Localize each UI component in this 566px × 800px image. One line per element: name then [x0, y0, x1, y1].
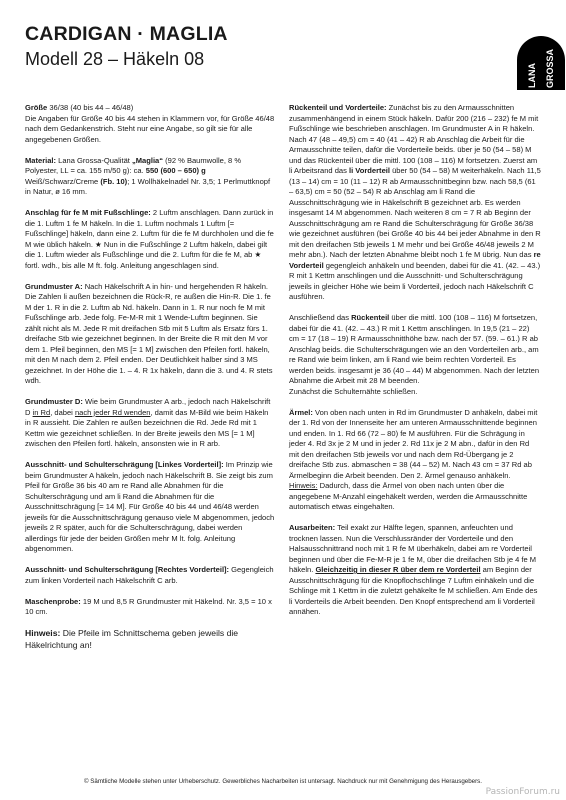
- section-ausarbeiten: Ausarbeiten: Teil exakt zur Hälfte legen, spannen, anfeuchten und trocknen lassen. Nun die Verschlussränder der Vorderteile und den Halsausschnittrand noch mit 1 R fe M überhäkeln, dabei am re Vorderteil beginnen und über die Fe-M-R je 1 fe M, über die dreifachen Stb je 4 fe M häkeln. Gleichzeitig in dieser R über dem re Vorderteil am Beginn der Ausschnittschrägung für die Knopflochschlinge 7 Luftm einhäkeln und die Schlinge mit 1 Kettm in die zuletzt gehäkelte fe M schließen. Am Ende des li Vorderteils die Arbeit beenden. Den Knopf entsprechend am li Vorderteil annähen.: [289, 523, 538, 616]
- page-header: [25, 22, 555, 92]
- section-hinweis: Hinweis: Die Pfeile im Schnittschema geben jeweils die Häkelrichtung an!: [25, 628, 239, 650]
- section-anschlag: Anschlag für fe M mit Fußschlinge: 2 Luftm anschlagen. Dann zurück in die 1. Luftm 1 fe M häkeln. In die 1. Luftm nochmals 1 Luftm [= Fußschlinge] häkeln, dann eine 2. Luftm für die fe M durchholen und die fe M wie üblich häkeln. ★ Nun in die Fußschlinge 2 Luftm häkeln, dabei gilt die 1. Luftm wieder als Fußschlinge und die 2. Luftm für die fe M, ab ★ fortl. wdh., bis alle M ft. folg. Anleitung angeschlagen sind.: [25, 208, 274, 270]
- section-schulternaehte: Zunächst die Schulternähte schließen.: [289, 386, 418, 396]
- section-label: Hinweis:: [25, 628, 61, 638]
- section-grundmuster-d: Grundmuster D: Wie beim Grundmuster A arb., jedoch nach Häkelschrift D in Rd, dabei nach jeder Rd wenden, damit das M-Bild wie beim Häkeln in R aussieht. Die Zahlen re außen bezeichnen die Rd. Jede Rd mit 1 Kettm wie gezeichnet schließen. In der Breite jeweils den MS [= 1 M] zwischen den Pfeilen fortl. häkeln, ansonsten wie in R arb.: [25, 397, 271, 448]
- section-label: Grundmuster D:: [25, 397, 83, 406]
- section-aermel: Ärmel: Von oben nach unten in Rd im Grundmuster D anhäkeln, dabei mit der 1. Rd von der Innenseite her am unteren Armausschnittende beginnen und enden. In 1. Rd 66 (72 – 80) fe M ausführen. Für die Schrägung in jeder 4. Rd 3x je 2 M und in jeder 2. Rd 11x je 2 M abn., dafür in den Rd mit den dreifachen Stb jeweils vor und nach dem Rd-Übergang je 2 dreifache Stb zus. abmaschen = 38 (44 – 52) M. Nach 43 cm = 37 Rd ab Ärmelbeginn die Arbeit beenden. Den 2. Ärmel genauso anhäkeln. Hinweis: Dadurch, dass die Ärmel von oben nach unten über die angegebene M-Anzahl eingehäkelt werden, werden die Armausschnitte automatisch etwas eingehalten.: [289, 407, 538, 511]
- section-ausschnitt-links: Ausschnitt- und Schulterschrägung [Linkes Vorderteil]: Im Prinzip wie beim Grundmuster A häkeln, jedoch nach Häkelschrift B. Sie zeigt bis zum Pfeil für Größe 36 bis 40 am re Rand alle Abnahmen für die Schulterschrägung und am li Rand die Abnahmen für die Ausschnittschrägung [= 14 M]. Für Größe 40 bis 44 und 46/48 werden jeweils für die Ausschnittschrägung genauso viele M abgenommen, jedoch jeweils 2 R später, auch für die Schulterschrägung, dabei werden allerdings für jede der beiden Größen mehr M lt. folg. Anleitung abgenommen.: [25, 460, 275, 553]
- page-title: CARDIGAN · MAGLIA: [25, 23, 228, 45]
- copyright-footer: © Sämtliche Modelle stehen unter Urheberschutz. Gewerbliches Nacharbeiten ist untersagt. Nachdruck nur mit Genehmigung des Herausgebers.: [83, 778, 482, 785]
- section-label: Ärmel:: [289, 407, 313, 417]
- section-label: Rückenteil: [351, 313, 390, 322]
- section-grundmuster-a: Grundmuster A: Nach Häkelschrift A in hin- und hergehenden R häkeln. Die Zahlen li außen bezeichnen die Rück-R, re außen die Hin-R. Die 1. fe M der 1. R in die 2. Luftm ab Nd. häkeln. Dann in 1. R nur noch fe M mit Fußschlinge arb. Jede folg. Fe-M-R mit 1 Wende-Luftm beginnen. Sie zählt nicht als M. Jede R mit dreifachen Stb mit 5 Luftm als Ersatz fürs 1. dreifache Stb wie gezeichnet beginnen. In der Breite die R mit den M vor dem 1. Pfeil beginnen, den MS [= 1 M] zwischen den Pfeilen fortl. häkeln, mit den M nach dem 2. Pfeil enden. Der Deutlichkeit halber sind 3 MS gezeichnet. In der Höhe die 1. – 4. R 1x häkeln, dann die 3. und 4. R stets wdh.: [25, 281, 273, 385]
- section-material: Material: Lana Grossa-Qualität „Maglia“ (92 % Baumwolle, 8 % Polyester, LL = ca. 155 m/50 g): ca. 550 (600 – 650) g Weiß/Schwarz/Creme (Fb. 10); 1 Wollhäkelnadel Nr. 3,5; 1 Perlmuttknopf in Natur, ø 16 mm.: [25, 155, 271, 196]
- svg-text:GROSSA: GROSSA: [545, 48, 555, 88]
- page-subtitle: Modell 28 – Häkeln 08: [25, 49, 205, 69]
- section-label: Ausschnitt- und Schulterschrägung [Rechtes Vorderteil]:: [25, 565, 230, 574]
- section-ruecken-vorderteile: Rückenteil und Vorderteile: Zunächst bis zu den Armausschnitten zusammenhängend in einem Stück häkeln. Dafür 200 (216 – 232) fe M mit Fußschlinge wie beschrieben anschlagen. Im Grundmuster A in R häkeln. Nach 47 (48 – 49,5) cm = 40 (41 – 42) R ab Anschlag die Arbeit für die Armausschnitte teilen, dafür die Vorderteile beids. über je 50 (54 – 58) M und das Rückenteil über die mittl. 100 (108 – 116) M fortsetzen. Zuerst am li Arbeitsrand das li Vorderteil über 50 (54 – 58) M weiterhäkeln. Nach 11,5 (13 – 14) cm = 10 (11 – 12) R ab Armausschnittbeginn bzw. nach 58,5 (61 – 63,5) cm = 50 (52 – 54) R ab Anschlag am li Rand die Ausschnittschrägung wie in Häkelschrift B gezeichnet arb. Es werden insgesamt 14 M abgenommen. Nach weiteren 8 cm = 7 R ab Beginn der Ausschnittschrägung am re Rand die Schulterschrägung für Größe 36/38 wie gezeichnet ausführen (bei Größe 40 bis 44 bei jeder Abnahme in den R mit den dreifachen Stb jeweils 1 M mehr und bei Größe 46/48 jeweils 2 M mehr abn.). Nach der letzten Abnahme bleibt noch 1 fe M übrig. Nun das re Vorderteil gegengleich anhäkeln und beenden, dabei für die 41. (42. – 43.) R mit 1 Kettm anschlingen und die Ausschnitt- und Schulterschrägung jeweils in gleicher Höhe wie beim li Vorderteil, jedoch nach Häkelschrift C ausführen.: [289, 103, 541, 301]
- section-groesse: Größe 36/38 (40 bis 44 – 46/48) Die Angaben für Größe 40 bis 44 stehen in Klammern vor, für Größe 46/48 nach dem Gedankenstrich. Steht nur eine Angabe, so gilt sie für alle angegebenen Größen.: [25, 103, 275, 144]
- section-maschenprobe: Maschenprobe: 19 M und 8,5 R Grundmuster mit Häkelnd. Nr. 3,5 = 10 x 10 cm.: [25, 596, 272, 616]
- section-ausschnitt-rechts: Ausschnitt- und Schulterschrägung [Rechtes Vorderteil]: Gegengleich zum linken Vorderteil nach Häkelschrift C arb.: [25, 565, 274, 585]
- section-label: Material:: [25, 155, 57, 165]
- watermark: PassionForum.ru: [485, 787, 560, 797]
- right-column: [289, 103, 541, 628]
- section-label: Anschlag für fe M mit Fußschlinge:: [25, 208, 151, 217]
- section-label: Ausschnitt- und Schulterschrägung [Linkes Vorderteil]:: [25, 460, 224, 469]
- section-label: Grundmuster A:: [25, 281, 83, 291]
- section-rueckenteil: Anschließend das Rückenteil über die mittl. 100 (108 – 116) M fortsetzen, dabei für die 41. (42. – 43.) R mit 1 Kettm anschlingen. In 19,5 (21 – 22) cm = 17 (18 – 19) R Armausschnitthöhe bzw. nach der 57. (59. – 61.) R ab Anschlag beids. die Schulterschrägungen wie an den Vorderteilen arb., am re Rand wie beim linken, am li Rand wie beim rechten Vorderteil. Es werden beids. insgesamt je 36 (40 – 44) M abgenommen. Nach der letzten Abnahme die Arbeit mit 28 M beenden.: [289, 313, 540, 385]
- section-label: Rückenteil und Vorderteile:: [289, 103, 387, 112]
- section-label: Ausarbeiten:: [289, 523, 336, 532]
- section-label: Größe: [25, 103, 48, 112]
- svg-text:LANA: LANA: [527, 63, 537, 88]
- lana-grossa-logo: [513, 28, 566, 92]
- section-label: Maschenprobe:: [25, 596, 81, 606]
- left-column: [25, 103, 275, 662]
